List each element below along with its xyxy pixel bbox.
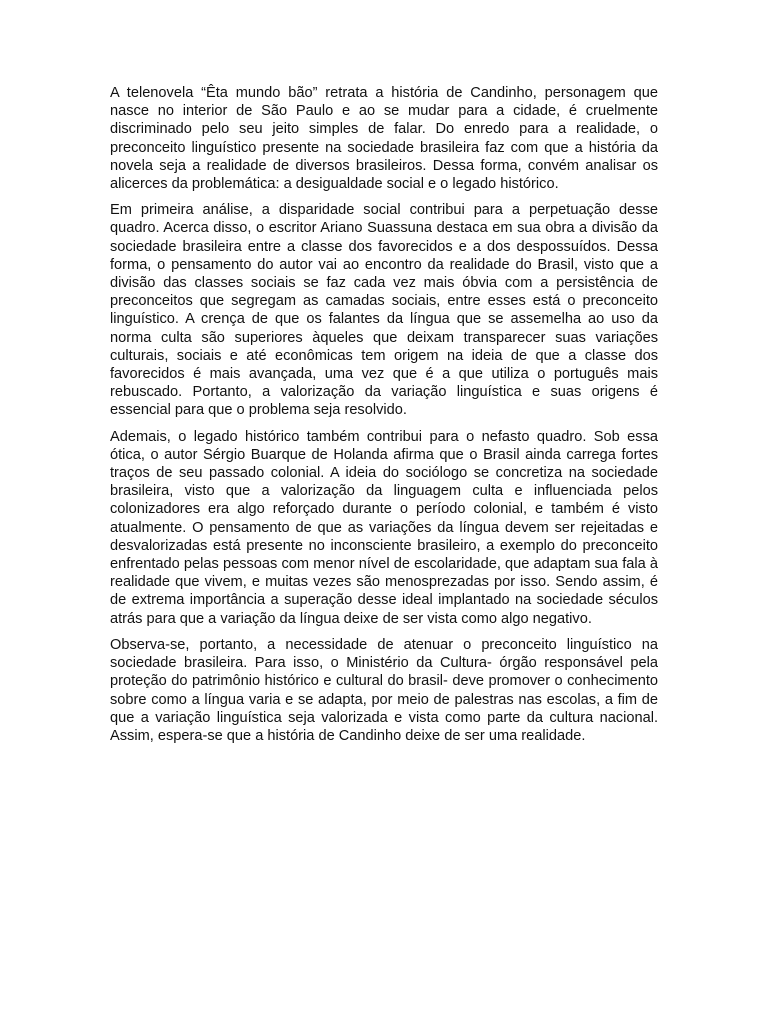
paragraph-conclusion: Observa-se, portanto, a necessidade de atenuar o preconceito linguístico na sociedade brasileira. Para isso, o Ministério da Cultura- órgão responsável pela proteção do patrimônio histórico e cultural do brasil- deve promover o conhecimento sobre como a língua varia e se adapta, por meio de palestras nas escolas, a fim de que a variação linguística seja valorizada e vista como parte da cultura nacional. Assim, espera-se que a história de Candinho deixe de ser uma realidade. [110, 636, 658, 744]
paragraph-development-2: Ademais, o legado histórico também contribui para o nefasto quadro. Sob essa ótica, o autor Sérgio Buarque de Holanda afirma que o Brasil ainda carrega fortes traços de seu passado colonial. A ideia do sociólogo se concretiza na sociedade brasileira, visto que a valorização da linguagem culta e influenciada pelos colonizadores era algo reforçado durante o período colonial, e também é visto atualmente. O pensamento de que as variações da língua devem ser rejeitadas e desvalorizadas está presente no inconsciente brasileiro, a exemplo do preconceito enfrentado pelas pessoas com menor nível de escolaridade, que adaptam sua fala à realidade que vivem, e muitas vezes são menosprezadas por isso. Sendo assim, é de extrema importância a superação desse ideal implantado na sociedade séculos atrás para que a variação da língua deixe de ser vista como algo negativo. [110, 428, 658, 627]
paragraph-development-1: Em primeira análise, a disparidade social contribui para a perpetuação desse quadro. Acerca disso, o escritor Ariano Suassuna destaca em sua obra a divisão da sociedade brasileira entre a classe dos favorecidos e a dos despossuídos. Dessa forma, o pensamento do autor vai ao encontro da realidade do Brasil, visto que a divisão das classes sociais se faz cada vez mais óbvia com a persistência de preconceitos que segregam as camadas sociais, entre esses está o preconceito linguístico. A crença de que os falantes da língua que se assemelha ao uso da norma culta são superiores àqueles que deixam transparecer suas variações culturais, sociais e até econômicas tem origem na ideia de que a classe dos favorecidos é mais avançada, uma vez que é a que utiliza o português mais rebuscado. Portanto, a valorização da variação linguística e suas origens é essencial para que o problema seja resolvido. [110, 202, 658, 419]
paragraph-introduction: A telenovela “Êta mundo bão” retrata a história de Candinho, personagem que nasce no interior de São Paulo e ao se mudar para a cidade, é cruelmente discriminado pelo seu jeito simples de falar. Do enredo para a realidade, o preconceito linguístico presente na sociedade brasileira faz com que a história da novela seja a realidade de diversos brasileiros. Dessa forma, convém analisar os alicerces da problemática: a desigualdade social e o legado histórico. [110, 85, 658, 193]
essay-body [110, 84, 658, 753]
